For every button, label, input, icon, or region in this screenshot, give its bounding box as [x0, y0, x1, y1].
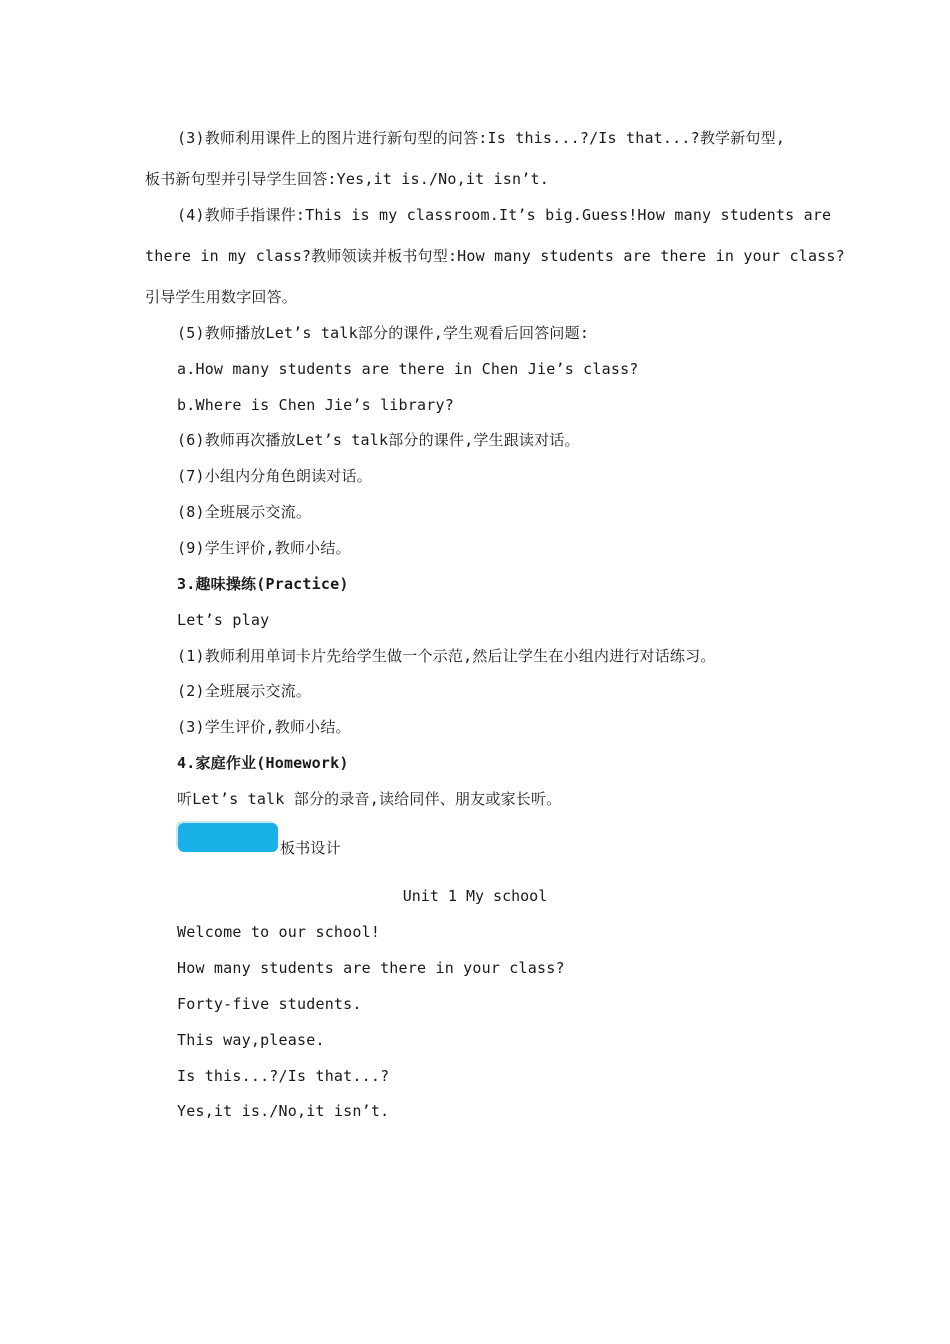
- paragraph-step-3: (3)教师利用课件上的图片进行新句型的问答:Is this...?/Is that...?教学新句型,: [177, 129, 786, 147]
- paragraph-step-9: (9)学生评价,教师小结。: [177, 539, 351, 557]
- section-heading-practice: 3.趣味操练(Practice): [177, 575, 349, 593]
- paragraph-step-4-end: 引导学生用数字回答。: [145, 288, 298, 306]
- board-design-heading: 板书设计: [280, 839, 341, 857]
- question-b: b.Where is Chen Jie’s library?: [177, 396, 454, 414]
- practice-step-2: (2)全班展示交流。: [177, 682, 312, 700]
- board-item: Forty-five students.: [177, 995, 362, 1013]
- paragraph-step-4-cont: there in my class?教师领读并板书句型:How many students are there in your class?: [145, 247, 845, 265]
- board-item: Yes,it is./No,it isn’t.: [177, 1102, 390, 1120]
- practice-step-3: (3)学生评价,教师小结。: [177, 718, 351, 736]
- paragraph-step-8: (8)全班展示交流。: [177, 503, 312, 521]
- subheading-lets-play: Let’s play: [177, 611, 270, 629]
- paragraph-step-5: (5)教师播放Let’s talk部分的课件,学生观看后回答问题:: [177, 324, 590, 342]
- paragraph-step-4: (4)教师手指课件:This is my classroom.It’s big.Guess!How many students are: [177, 206, 832, 224]
- homework-text: 听Let’s talk 部分的录音,读给同伴、朋友或家长听。: [177, 790, 562, 808]
- paragraph-step-6: (6)教师再次播放Let’s talk部分的课件,学生跟读对话。: [177, 431, 580, 449]
- paragraph-step-3-cont: 板书新句型并引导学生回答:Yes,it is./No,it isn’t.: [145, 170, 549, 188]
- section-badge: [178, 823, 278, 852]
- board-item: How many students are there in your class?: [177, 959, 565, 977]
- practice-step-1: (1)教师利用单词卡片先给学生做一个示范,然后让学生在小组内进行对话练习。: [177, 647, 716, 665]
- question-a: a.How many students are there in Chen Jie’s class?: [177, 360, 639, 378]
- board-item: Is this...?/Is that...?: [177, 1067, 390, 1085]
- section-heading-homework: 4.家庭作业(Homework): [177, 754, 349, 772]
- board-title: Unit 1 My school: [402, 887, 548, 905]
- board-item: Welcome to our school!: [177, 923, 381, 941]
- board-item: This way,please.: [177, 1031, 325, 1049]
- paragraph-step-7: (7)小组内分角色朗读对话。: [177, 467, 372, 485]
